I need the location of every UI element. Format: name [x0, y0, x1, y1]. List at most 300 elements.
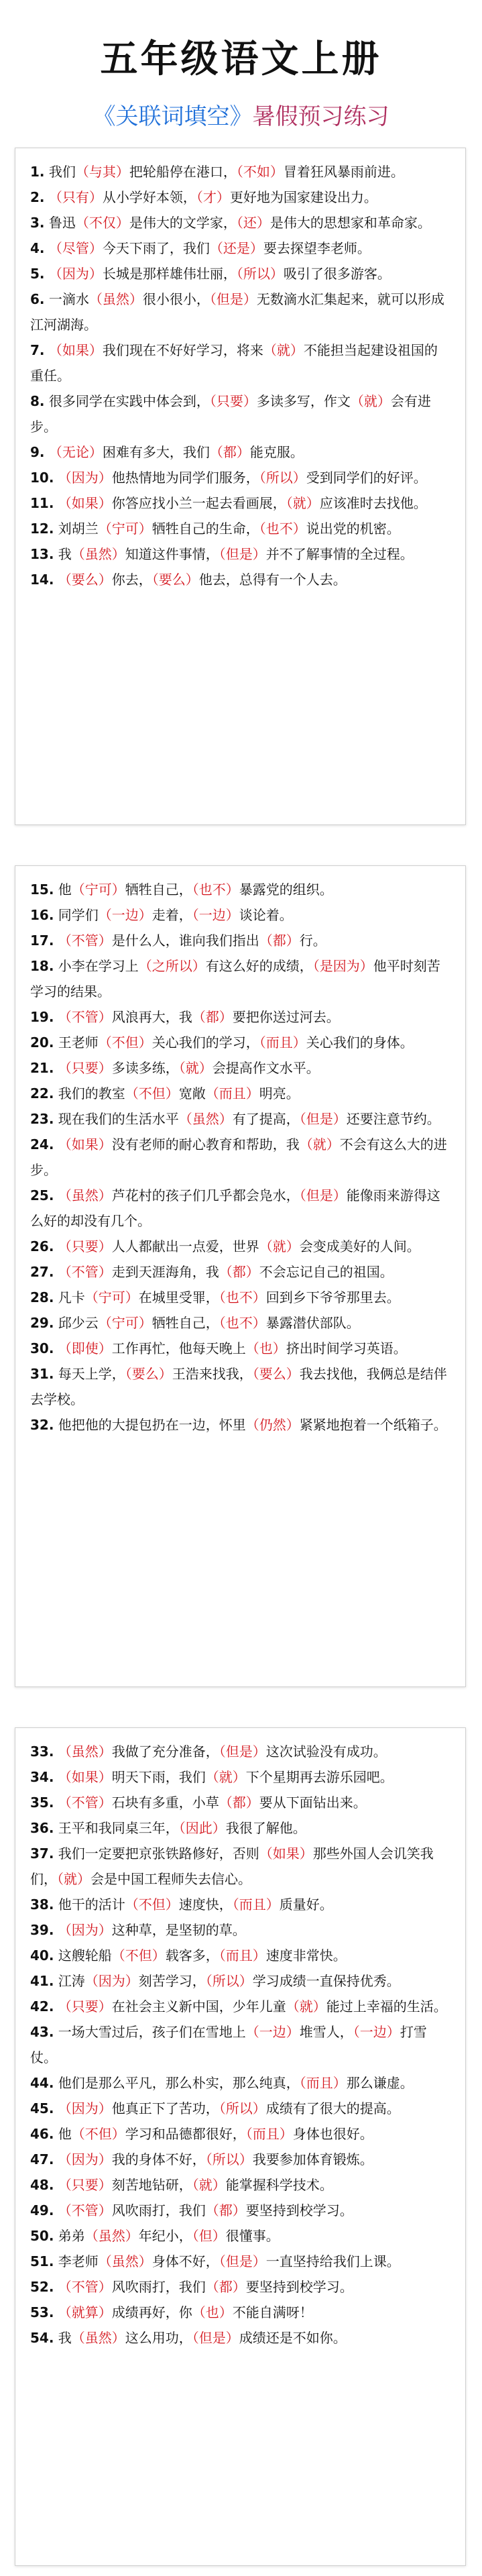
conjunction-answer: （都） [192, 1009, 233, 1025]
sentence-text: 无数滴水汇集起来，就可以形成江河湖海。 [30, 291, 444, 333]
exercise-item [30, 1285, 450, 1310]
sentence-text: 弟弟 [58, 2228, 85, 2244]
exercise-item [30, 1917, 450, 1943]
exercise-item [30, 2121, 450, 2147]
sentence-text: 我 [58, 2330, 72, 2346]
sentence-text: 芦花村的孩子们几乎都会凫水， [111, 1187, 300, 1203]
conjunction-answer: （所以） [205, 1973, 253, 1989]
sentence-text: 不会忘记自己的祖国。 [259, 1264, 394, 1280]
conjunction-answer: （但是） [209, 291, 257, 307]
exercise-item [30, 2172, 450, 2198]
conjunction-answer: （而且） [205, 1085, 259, 1102]
item-number: 42. [30, 1998, 54, 2015]
sentence-text: 暴露党的组织。 [239, 881, 333, 898]
conjunction-answer: （都） [259, 932, 300, 949]
conjunction-answer: （不管） [58, 2202, 112, 2218]
sentence-text: 我 [58, 546, 72, 562]
exercise-item [30, 2249, 450, 2274]
sentence-text: 这么用功， [125, 2330, 192, 2346]
conjunction-answer: （也不） [259, 521, 306, 537]
item-number: 22. [30, 1085, 54, 1102]
conjunction-answer: （就） [286, 1998, 326, 2015]
exercise-item [30, 1815, 450, 1841]
conjunction-answer: （但是） [192, 2330, 239, 2346]
item-number: 2. [30, 189, 45, 205]
conjunction-answer: （只要） [58, 1238, 112, 1254]
conjunction-answer: （一边） [98, 907, 152, 923]
item-number: 3. [30, 215, 45, 231]
sentence-text: 我们的教室 [58, 1085, 125, 1102]
sentence-text: 谈论着。 [239, 907, 293, 923]
exercise-item [30, 184, 450, 210]
item-number: 41. [30, 1973, 54, 1989]
item-number: 43. [30, 2024, 54, 2040]
conjunction-answer: （所以） [259, 470, 306, 486]
sentence-text: 会有进步。 [30, 393, 431, 435]
conjunction-answer: （不但） [125, 1085, 179, 1102]
item-number: 49. [30, 2202, 54, 2218]
item-number: 33. [30, 1743, 54, 1760]
item-number: 47. [30, 2151, 54, 2167]
exercise-item [30, 1310, 450, 1336]
conjunction-answer: （就） [178, 1060, 213, 1076]
item-number: 27. [30, 1264, 54, 1280]
conjunction-answer: （宁可） [98, 521, 152, 537]
conjunction-answer: （只有） [48, 189, 103, 205]
conjunction-answer: （虽然） [178, 1111, 233, 1127]
conjunction-answer: （只要） [58, 1060, 112, 1076]
exercise-item [30, 1361, 450, 1412]
conjunction-answer: （宁可） [71, 881, 125, 898]
conjunction-answer: （要么） [58, 572, 112, 588]
conjunction-answer: （要么） [252, 1366, 300, 1382]
conjunction-answer: （也不） [219, 1289, 266, 1305]
exercise-item [30, 1739, 450, 1764]
exercise-item [30, 1106, 450, 1132]
sentence-text: 牺牲自己， [152, 1315, 219, 1331]
conjunction-answer: （不但） [71, 2126, 125, 2142]
sentence-text: 今天下雨了，我们 [102, 240, 210, 256]
conjunction-answer: （才） [196, 189, 230, 205]
conjunction-answer: （就） [57, 1871, 91, 1887]
exercise-item [30, 465, 450, 490]
sentence-text: 能掌握科学技术。 [225, 2177, 333, 2193]
sentence-text: 他把他的大提包扔在一边，怀里 [58, 1417, 246, 1433]
sentence-text: 质量好。 [279, 1896, 333, 1913]
sentence-text: 我要参加体育锻炼。 [252, 2151, 373, 2167]
conjunction-answer: （不如） [236, 164, 284, 180]
conjunction-answer: （就算） [58, 2304, 112, 2320]
sentence-text: 打雪仗。 [30, 2024, 427, 2065]
exercise-item [30, 1764, 450, 1790]
item-number: 21. [30, 1060, 54, 1076]
item-number: 12. [30, 521, 54, 537]
sentence-text: 一直坚持给我们上课。 [265, 2253, 400, 2269]
sentence-text: 从小学好本领， [102, 189, 196, 205]
item-number: 25. [30, 1187, 54, 1203]
sentence-text: 每天上学， [58, 1366, 125, 1382]
conjunction-answer: （因为） [58, 2100, 112, 2116]
sentence-text: 我很了解他。 [225, 1820, 306, 1836]
item-number: 40. [30, 1947, 54, 1964]
conjunction-answer: （不但） [98, 1034, 152, 1051]
sentence-text: 身体也很好。 [292, 2126, 373, 2142]
conjunction-answer: （就） [192, 2177, 226, 2193]
item-number: 5. [30, 266, 45, 282]
conjunction-answer: （所以） [236, 266, 284, 282]
sentence-text: 会是中国工程师失去信心。 [91, 1871, 251, 1887]
sentence-text: 冒着狂风暴雨前进。 [283, 164, 404, 180]
sentence-text: 有了提高， [232, 1111, 300, 1127]
conjunction-answer: （不管） [58, 2279, 112, 2295]
sentence-text: 在城里受罪， [138, 1289, 219, 1305]
exercise-item [30, 2325, 450, 2351]
sentence-text: 同学们 [58, 907, 99, 923]
sentence-text: 邱少云 [58, 1315, 99, 1331]
sentence-text: 学习和品德都很好， [125, 2126, 246, 2142]
sentence-text: 速度非常快。 [265, 1947, 347, 1964]
sentence-text: 他 [58, 2126, 72, 2142]
sentence-text: 关心我们的身体。 [306, 1034, 414, 1051]
item-number: 39. [30, 1922, 54, 1938]
conjunction-answer: （虽然） [71, 2330, 125, 2346]
conjunction-answer: （都） [205, 2279, 246, 2295]
item-number: 31. [30, 1366, 54, 1382]
exercise-item [30, 1943, 450, 1968]
sentence-text: 速度快， [178, 1896, 233, 1913]
sentence-text: 他干的活计 [58, 1896, 125, 1913]
sentence-text: 多读多练， [111, 1060, 179, 1076]
sentence-text: 不能担当起建设祖国的重任。 [30, 342, 438, 384]
conjunction-answer: （不但） [111, 1947, 166, 1964]
exercise-item [30, 1790, 450, 1815]
item-number: 52. [30, 2279, 54, 2295]
sentence-text: 暴露潜伏部队。 [265, 1315, 360, 1331]
conjunction-answer: （但） [192, 2228, 226, 2244]
conjunction-answer: （虽然） [84, 2228, 139, 2244]
sentence-text: 会变成美好的人间。 [299, 1238, 420, 1254]
sentence-text: 刘胡兰 [58, 521, 99, 537]
conjunction-answer: （因为） [58, 2151, 112, 2167]
item-number: 26. [30, 1238, 54, 1254]
sentence-text: 困难有多大，我们 [102, 444, 210, 460]
sentence-text: 行。 [299, 932, 326, 949]
sentence-text: 我做了充分准备， [111, 1743, 219, 1760]
conjunction-answer: （虽然） [98, 2253, 152, 2269]
conjunction-answer: （就） [286, 495, 320, 511]
conjunction-answer: （就） [259, 1238, 300, 1254]
conjunction-answer: （即使） [58, 1340, 112, 1356]
sentence-text: 吸引了很多游客。 [283, 266, 391, 282]
sentence-text: 这艘轮船 [58, 1947, 112, 1964]
sentence-text: 他 [58, 881, 72, 898]
exercise-item [30, 1183, 450, 1234]
sentence-text: 牺牲自己， [125, 881, 192, 898]
conjunction-answer: （也） [192, 2304, 233, 2320]
sentence-text: 应该准时去找他。 [319, 495, 427, 511]
sentence-text: 你答应找小兰一起去看画展， [111, 495, 286, 511]
sentence-text: 关心我们的学习， [152, 1034, 259, 1051]
sentence-text: 一滴水 [48, 291, 89, 307]
conjunction-answer: （都） [209, 444, 250, 460]
sentence-text: 明天下雨，我们 [111, 1769, 206, 1785]
sentence-text: 风浪再大，我 [111, 1009, 192, 1025]
exercise-item [30, 235, 450, 261]
item-number: 13. [30, 546, 54, 562]
sentence-text: 我们一定要把京张铁路修好，否则 [58, 1845, 259, 1862]
exercise-item [30, 567, 450, 592]
conjunction-answer: （仍然） [245, 1417, 300, 1433]
conjunction-answer: （一边） [192, 907, 239, 923]
sentence-text: 成绩还是不如你。 [239, 2330, 347, 2346]
sentence-text: 鲁迅 [48, 215, 76, 231]
conjunction-answer: （只要） [209, 393, 257, 409]
conjunction-answer: （如果） [58, 1769, 112, 1785]
sentence-text: 王浩来找我， [172, 1366, 253, 1382]
item-number: 4. [30, 240, 45, 256]
conjunction-answer: （虽然） [58, 1187, 112, 1203]
conjunction-answer: （一边） [353, 2024, 400, 2040]
exercise-item [30, 2096, 450, 2121]
conjunction-answer: （无论） [48, 444, 103, 460]
sentence-text: 挤出时间学习英语。 [286, 1340, 407, 1356]
conjunction-answer: （之所以） [138, 958, 206, 974]
conjunction-answer: （就） [263, 342, 304, 358]
sentence-text: 不能自满呀！ [232, 2304, 313, 2320]
conjunction-answer: （还） [236, 215, 270, 231]
subtitle-topic: 《关联词填空》 [93, 103, 253, 130]
conjunction-answer: （也） [245, 1340, 286, 1356]
sentence-text: 是伟大的思想家和革命家。 [269, 215, 431, 231]
sentence-text: 把轮船停在港口， [129, 164, 237, 180]
exercise-item [30, 210, 450, 235]
exercise-item [30, 286, 450, 337]
conjunction-answer: （但是） [219, 546, 266, 562]
sentence-text: 没有老师的耐心教育和帮助，我 [111, 1136, 300, 1152]
conjunction-answer: （也不） [219, 1315, 266, 1331]
exercise-item [30, 1336, 450, 1361]
exercise-item [30, 1055, 450, 1081]
sentence-text: 走到天涯海角，我 [111, 1264, 219, 1280]
sentence-text: 要去探望李老师。 [263, 240, 371, 256]
conjunction-answer: （虽然） [58, 1743, 112, 1760]
sentence-text: 李老师 [58, 2253, 99, 2269]
header [0, 0, 482, 130]
item-number: 6. [30, 291, 45, 307]
sentence-text: 工作再忙，他每天晚上 [111, 1340, 246, 1356]
conjunction-answer: （如果） [58, 495, 112, 511]
sentence-text: 这次试验没有成功。 [265, 1743, 387, 1760]
conjunction-answer: （宁可） [84, 1289, 139, 1305]
sentence-text: 不会有这么大的进步。 [30, 1136, 447, 1178]
conjunction-answer: （因为） [48, 266, 103, 282]
sentence-text: 刻苦学习， [138, 1973, 206, 1989]
sentence-text: 刻苦地钻研， [111, 2177, 192, 2193]
exercise-item [30, 1994, 450, 2019]
sentence-text: 明亮。 [259, 1085, 300, 1102]
sentence-text: 人人都献出一点爱，世界 [111, 1238, 259, 1254]
exercise-item [30, 1412, 450, 1438]
sentence-text: 风吹雨打，我们 [111, 2279, 206, 2295]
exercise-item [30, 2070, 450, 2096]
exercise-item [30, 1234, 450, 1259]
conjunction-answer: （不管） [58, 1794, 112, 1811]
item-number: 51. [30, 2253, 54, 2269]
item-number: 35. [30, 1794, 54, 1811]
conjunction-answer: （都） [219, 1264, 259, 1280]
conjunction-answer: （一边） [245, 2024, 300, 2040]
conjunction-answer: （但是） [299, 1111, 347, 1127]
sentence-text: 江涛 [58, 1973, 85, 1989]
exercise-item [30, 1968, 450, 1994]
subtitle-purpose: 暑假预习练习 [252, 103, 389, 130]
conjunction-answer: （因为） [84, 1973, 139, 1989]
sentence-text: 很多同学在实践中体会到， [48, 393, 210, 409]
conjunction-answer: （就） [205, 1769, 246, 1785]
conjunction-answer: （就） [350, 393, 391, 409]
exercise-item [30, 902, 450, 928]
item-number: 17. [30, 932, 54, 949]
exercise-item [30, 1259, 450, 1285]
sentence-text: 能像雨来游得这么好的却没有几个。 [30, 1187, 440, 1229]
conjunction-answer: （就） [299, 1136, 340, 1152]
sentence-text: 走着， [152, 907, 192, 923]
sentence-text: 在社会主义新中国，少年儿童 [111, 1998, 286, 2015]
item-number: 24. [30, 1136, 54, 1152]
sentence-text: 有这么好的成绩， [205, 958, 313, 974]
sentence-text: 我的身体不好， [111, 2151, 206, 2167]
sentence-text: 回到乡下爷爷那里去。 [265, 1289, 400, 1305]
exercise-item [30, 928, 450, 953]
conjunction-answer: （是因为） [312, 958, 373, 974]
sentence-text: 知道这件事情， [125, 546, 219, 562]
conjunction-answer: （只要） [58, 2177, 112, 2193]
item-number: 16. [30, 907, 54, 923]
conjunction-answer: （如果） [48, 342, 103, 358]
item-number: 48. [30, 2177, 54, 2193]
sentence-text: 一场大雪过后，孩子们在雪地上 [58, 2024, 246, 2040]
sentence-text: 凡卡 [58, 1289, 85, 1305]
exercise-item [30, 388, 450, 439]
conjunction-answer: （要么） [152, 572, 199, 588]
item-number: 30. [30, 1340, 54, 1356]
exercise-section-3 [15, 1727, 466, 2566]
exercise-item [30, 877, 450, 902]
sentence-text: 会提高作文水平。 [212, 1060, 320, 1076]
item-number: 38. [30, 1896, 54, 1913]
sentence-text: 我去找他，我俩总是结伴去学校。 [30, 1366, 447, 1407]
sentence-text: 他热情地为同学们服务， [111, 470, 259, 486]
item-number: 36. [30, 1820, 54, 1836]
exercise-item [30, 2147, 450, 2172]
sentence-text: 很小很小， [142, 291, 210, 307]
sentence-text: 很懂事。 [225, 2228, 280, 2244]
exercise-section-1 [15, 148, 466, 825]
conjunction-answer: （而且） [299, 2075, 347, 2091]
sentence-text: 受到同学们的好评。 [306, 470, 427, 486]
page-title: 五年级语文上册 [100, 38, 382, 81]
conjunction-answer: （但是） [219, 1743, 266, 1760]
conjunction-answer: （因为） [58, 1922, 112, 1938]
conjunction-answer: （不管） [58, 1264, 112, 1280]
sentence-text: 那些外国人会讥笑我们， [30, 1845, 434, 1887]
exercise-item [30, 516, 450, 541]
conjunction-answer: （都） [205, 2202, 246, 2218]
exercise-item [30, 1004, 450, 1030]
conjunction-answer: （不仅） [75, 215, 129, 231]
exercise-item [30, 953, 450, 1004]
sentence-text: 并不了解事情的全过程。 [265, 546, 414, 562]
item-number: 8. [30, 393, 45, 409]
sentence-text: 要把你送过河去。 [232, 1009, 340, 1025]
item-number: 53. [30, 2304, 54, 2320]
conjunction-answer: （但是） [299, 1187, 347, 1203]
item-number: 7. [30, 342, 45, 358]
item-number: 11. [30, 495, 54, 511]
exercise-item [30, 337, 450, 388]
exercise-item [30, 2198, 450, 2223]
sentence-text: 成绩有了很大的提高。 [265, 2100, 400, 2116]
exercise-item [30, 2019, 450, 2070]
sentence-text: 王老师 [58, 1034, 99, 1051]
exercise-item [30, 261, 450, 286]
sentence-text: 能克服。 [249, 444, 304, 460]
conjunction-answer: （而且） [259, 1034, 306, 1051]
item-number: 1. [30, 164, 45, 180]
item-number: 23. [30, 1111, 54, 1127]
item-number: 10. [30, 470, 54, 486]
sentence-text: 他真正下了苦功， [111, 2100, 219, 2116]
conjunction-answer: （因此） [178, 1820, 226, 1836]
exercise-item [30, 1892, 450, 1917]
sentence-text: 他们是那么平凡，那么朴实，那么纯真， [58, 2075, 300, 2091]
sentence-text: 年纪小， [138, 2228, 192, 2244]
exercise-item [30, 2223, 450, 2249]
sentence-text: 长城是那样雄伟壮丽， [102, 266, 237, 282]
conjunction-answer: （不管） [58, 1009, 112, 1025]
sentence-text: 是什么人，谁向我们指出 [111, 932, 259, 949]
exercise-item [30, 1841, 450, 1892]
item-number: 14. [30, 572, 54, 588]
conjunction-answer: （而且） [245, 2126, 293, 2142]
sentence-text: 能过上幸福的生活。 [326, 1998, 447, 2015]
sentence-text: 要从下面钻出来。 [259, 1794, 367, 1811]
sentence-text: 他平时刻苦学习的结果。 [30, 958, 440, 1000]
item-number: 19. [30, 1009, 54, 1025]
exercise-item [30, 1132, 450, 1183]
conjunction-answer: （但是） [219, 2253, 266, 2269]
item-number: 20. [30, 1034, 54, 1051]
conjunction-answer: （如果） [259, 1845, 313, 1862]
conjunction-answer: （所以） [205, 2151, 253, 2167]
item-number: 29. [30, 1315, 54, 1331]
sentence-text: 载客多， [165, 1947, 219, 1964]
exercise-item [30, 1081, 450, 1106]
conjunction-answer: （宁可） [98, 1315, 152, 1331]
item-number: 45. [30, 2100, 54, 2116]
conjunction-answer: （不管） [58, 932, 112, 949]
exercise-section-2 [15, 865, 466, 1687]
sentence-text: 我们 [48, 164, 76, 180]
sentence-text: 小李在学习上 [58, 958, 139, 974]
sentence-text: 牺牲自己的生命， [152, 521, 259, 537]
page-subtitle [0, 103, 482, 131]
sentence-text: 我们现在不好好学习，将来 [102, 342, 263, 358]
sentence-text: 现在我们的生活水平 [58, 1111, 179, 1127]
conjunction-answer: （虽然） [71, 546, 125, 562]
item-number: 50. [30, 2228, 54, 2244]
item-number: 15. [30, 881, 54, 898]
